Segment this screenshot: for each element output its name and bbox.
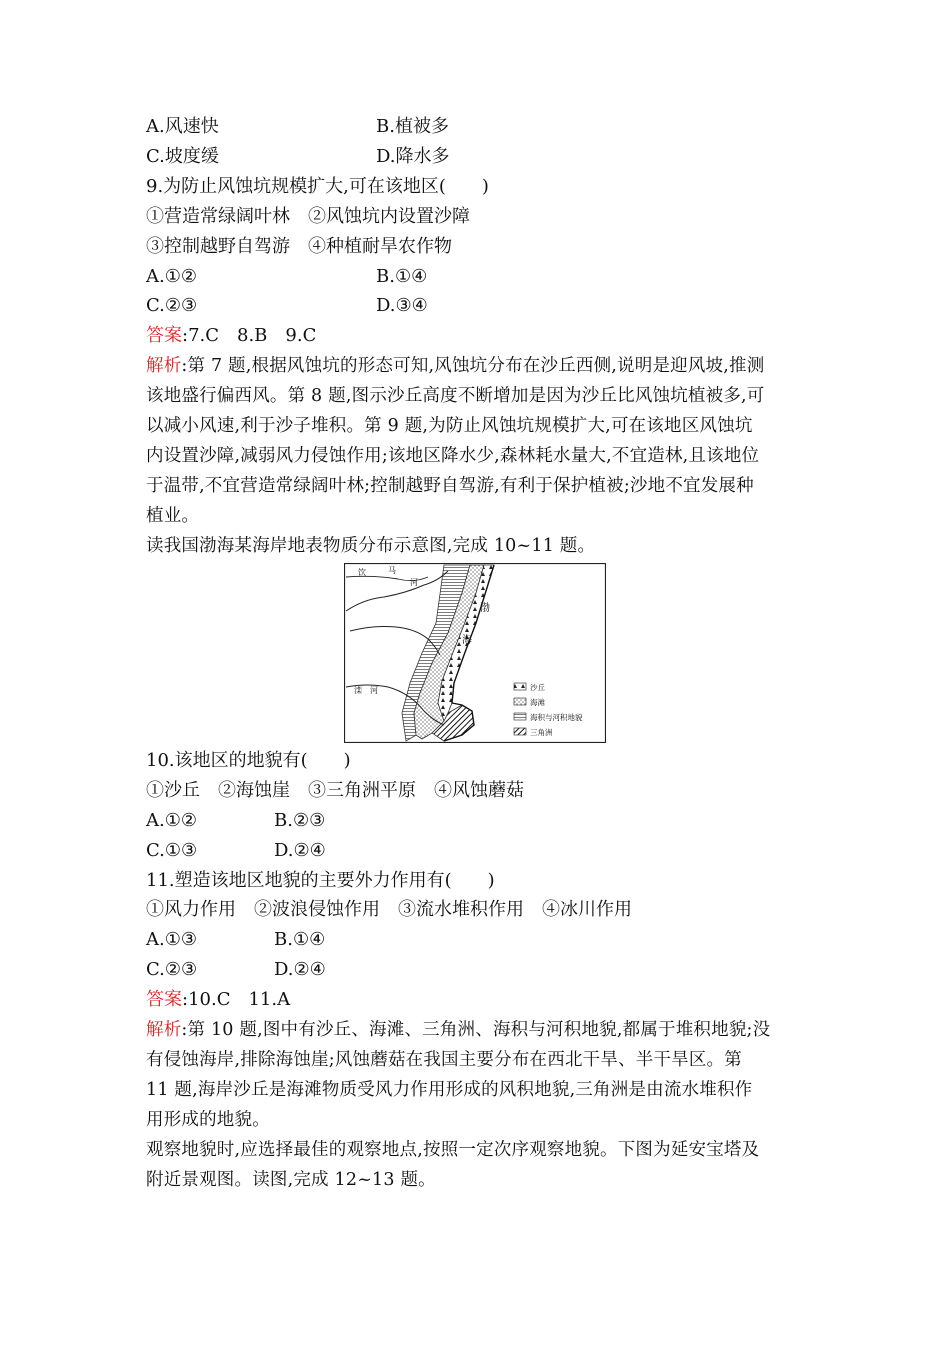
map-label-bo: 渤 [480, 603, 490, 614]
q9-option-d: D.③④ [376, 295, 428, 316]
q10-items: ①沙丘 ②海蚀崖 ③三角洲平原 ④风蚀蘑菇 [146, 780, 524, 801]
answer-2 [146, 985, 290, 1015]
analysis-text: :第 7 题,根据风蚀坑的形态可知,风蚀坑分布在沙丘西侧,说明是迎风坡,推测 [181, 356, 765, 376]
intro-10-11: 读我国渤海某海岸地表物质分布示意图,完成 10~11 题。 [146, 536, 596, 556]
q10-option-c: C.①③ [146, 840, 198, 861]
q9-stem: 9.为防止风蚀坑规模扩大,可在该地区( ) [146, 176, 489, 197]
analysis-2-line-2: 有侵蚀海岸,排除海蚀崖;风蚀蘑菇在我国主要分布在西北干旱、半干旱区。第 [146, 1050, 742, 1070]
q8-option-d: D.降水多 [376, 146, 450, 167]
map-label-ma: 马 [388, 566, 396, 575]
q8-option-b: B.植被多 [376, 116, 449, 137]
analysis-2-line-1 [146, 1015, 770, 1045]
analysis-text: :第 10 题,图中有沙丘、海滩、三角洲、海积与河积地貌,都属于堆积地貌;没 [181, 1020, 771, 1040]
legend-deposit: 海积与河积地貌 [530, 713, 583, 722]
analysis-1-line-2: 该地盛行偏西风。第 8 题,图示沙丘高度不断增加是因为沙丘比风蚀坑植被多,可 [146, 386, 765, 406]
q9-items-2: ③控制越野自驾游 ④种植耐旱农作物 [146, 236, 452, 257]
analysis-1-line-5: 于温带,不宜营造常绿阔叶林;控制越野自驾游,有利于保护植被;沙地不宜发展种 [146, 476, 754, 496]
q9-option-b: B.①④ [376, 266, 428, 287]
analysis-1-line-1 [146, 351, 764, 381]
q8-option-a: A.风速快 [146, 116, 219, 137]
q11-stem: 11.塑造该地区地貌的主要外力作用有( ) [146, 870, 495, 891]
map-label-luan: 滦 [354, 686, 362, 695]
q11-option-b: B.①④ [274, 929, 326, 950]
answer-text: :7.C 8.B 9.C [182, 325, 317, 346]
legend-beach: 海滩 [530, 698, 545, 707]
analysis-1-line-3: 以减小风速,利于沙子堆积。第 9 题,为防止风蚀坑规模扩大,可在该地区风蚀坑 [146, 416, 753, 436]
q11-option-c: C.②③ [146, 959, 198, 980]
answer-text: :10.C 11.A [182, 989, 291, 1010]
map-label-he-1: 河 [410, 578, 418, 587]
map-label-he-2: 河 [370, 686, 378, 695]
legend-delta: 三角洲 [530, 728, 553, 737]
bohai-coast-map [344, 563, 606, 743]
q9-option-c: C.②③ [146, 295, 198, 316]
analysis-label: 解析 [146, 1020, 182, 1040]
map-label-tie: 饮 [358, 568, 366, 577]
analysis-2-line-3: 11 题,海岸沙丘是海滩物质受风力作用形成的风积地貌,三角洲是由流水堆积作 [146, 1080, 753, 1100]
q11-option-a: A.①③ [146, 929, 197, 950]
answer-label: 答案 [146, 989, 182, 1010]
q8-option-c: C.坡度缓 [146, 146, 219, 167]
map-label-hai: 海 [462, 635, 472, 646]
q9-option-a: A.①② [146, 266, 197, 287]
q9-items-1: ①营造常绿阔叶林 ②风蚀坑内设置沙障 [146, 206, 470, 227]
q10-option-a: A.①② [146, 810, 197, 831]
analysis-1-line-4: 内设置沙障,减弱风力侵蚀作用;该地区降水少,森林耗水量大,不宜造林,且该地位 [146, 446, 760, 466]
intro-12-13-line-1: 观察地貌时,应选择最佳的观察地点,按照一定次序观察地貌。下图为延安宝塔及 [146, 1140, 760, 1160]
q11-items: ①风力作用 ②波浪侵蚀作用 ③流水堆积作用 ④冰川作用 [146, 899, 632, 920]
analysis-2-line-4: 用形成的地貌。 [146, 1110, 270, 1130]
analysis-1-line-6: 植业。 [146, 506, 200, 526]
q10-option-b: B.②③ [274, 810, 326, 831]
intro-12-13-line-2: 附近景观图。读图,完成 12~13 题。 [146, 1170, 436, 1190]
legend-dune: 沙丘 [530, 683, 545, 692]
analysis-label: 解析 [146, 356, 182, 376]
q10-stem: 10.该地区的地貌有( ) [146, 750, 351, 771]
q10-option-d: D.②④ [274, 840, 326, 861]
q11-option-d: D.②④ [274, 959, 326, 980]
answer-label: 答案 [146, 325, 182, 346]
answer-1 [146, 321, 316, 351]
